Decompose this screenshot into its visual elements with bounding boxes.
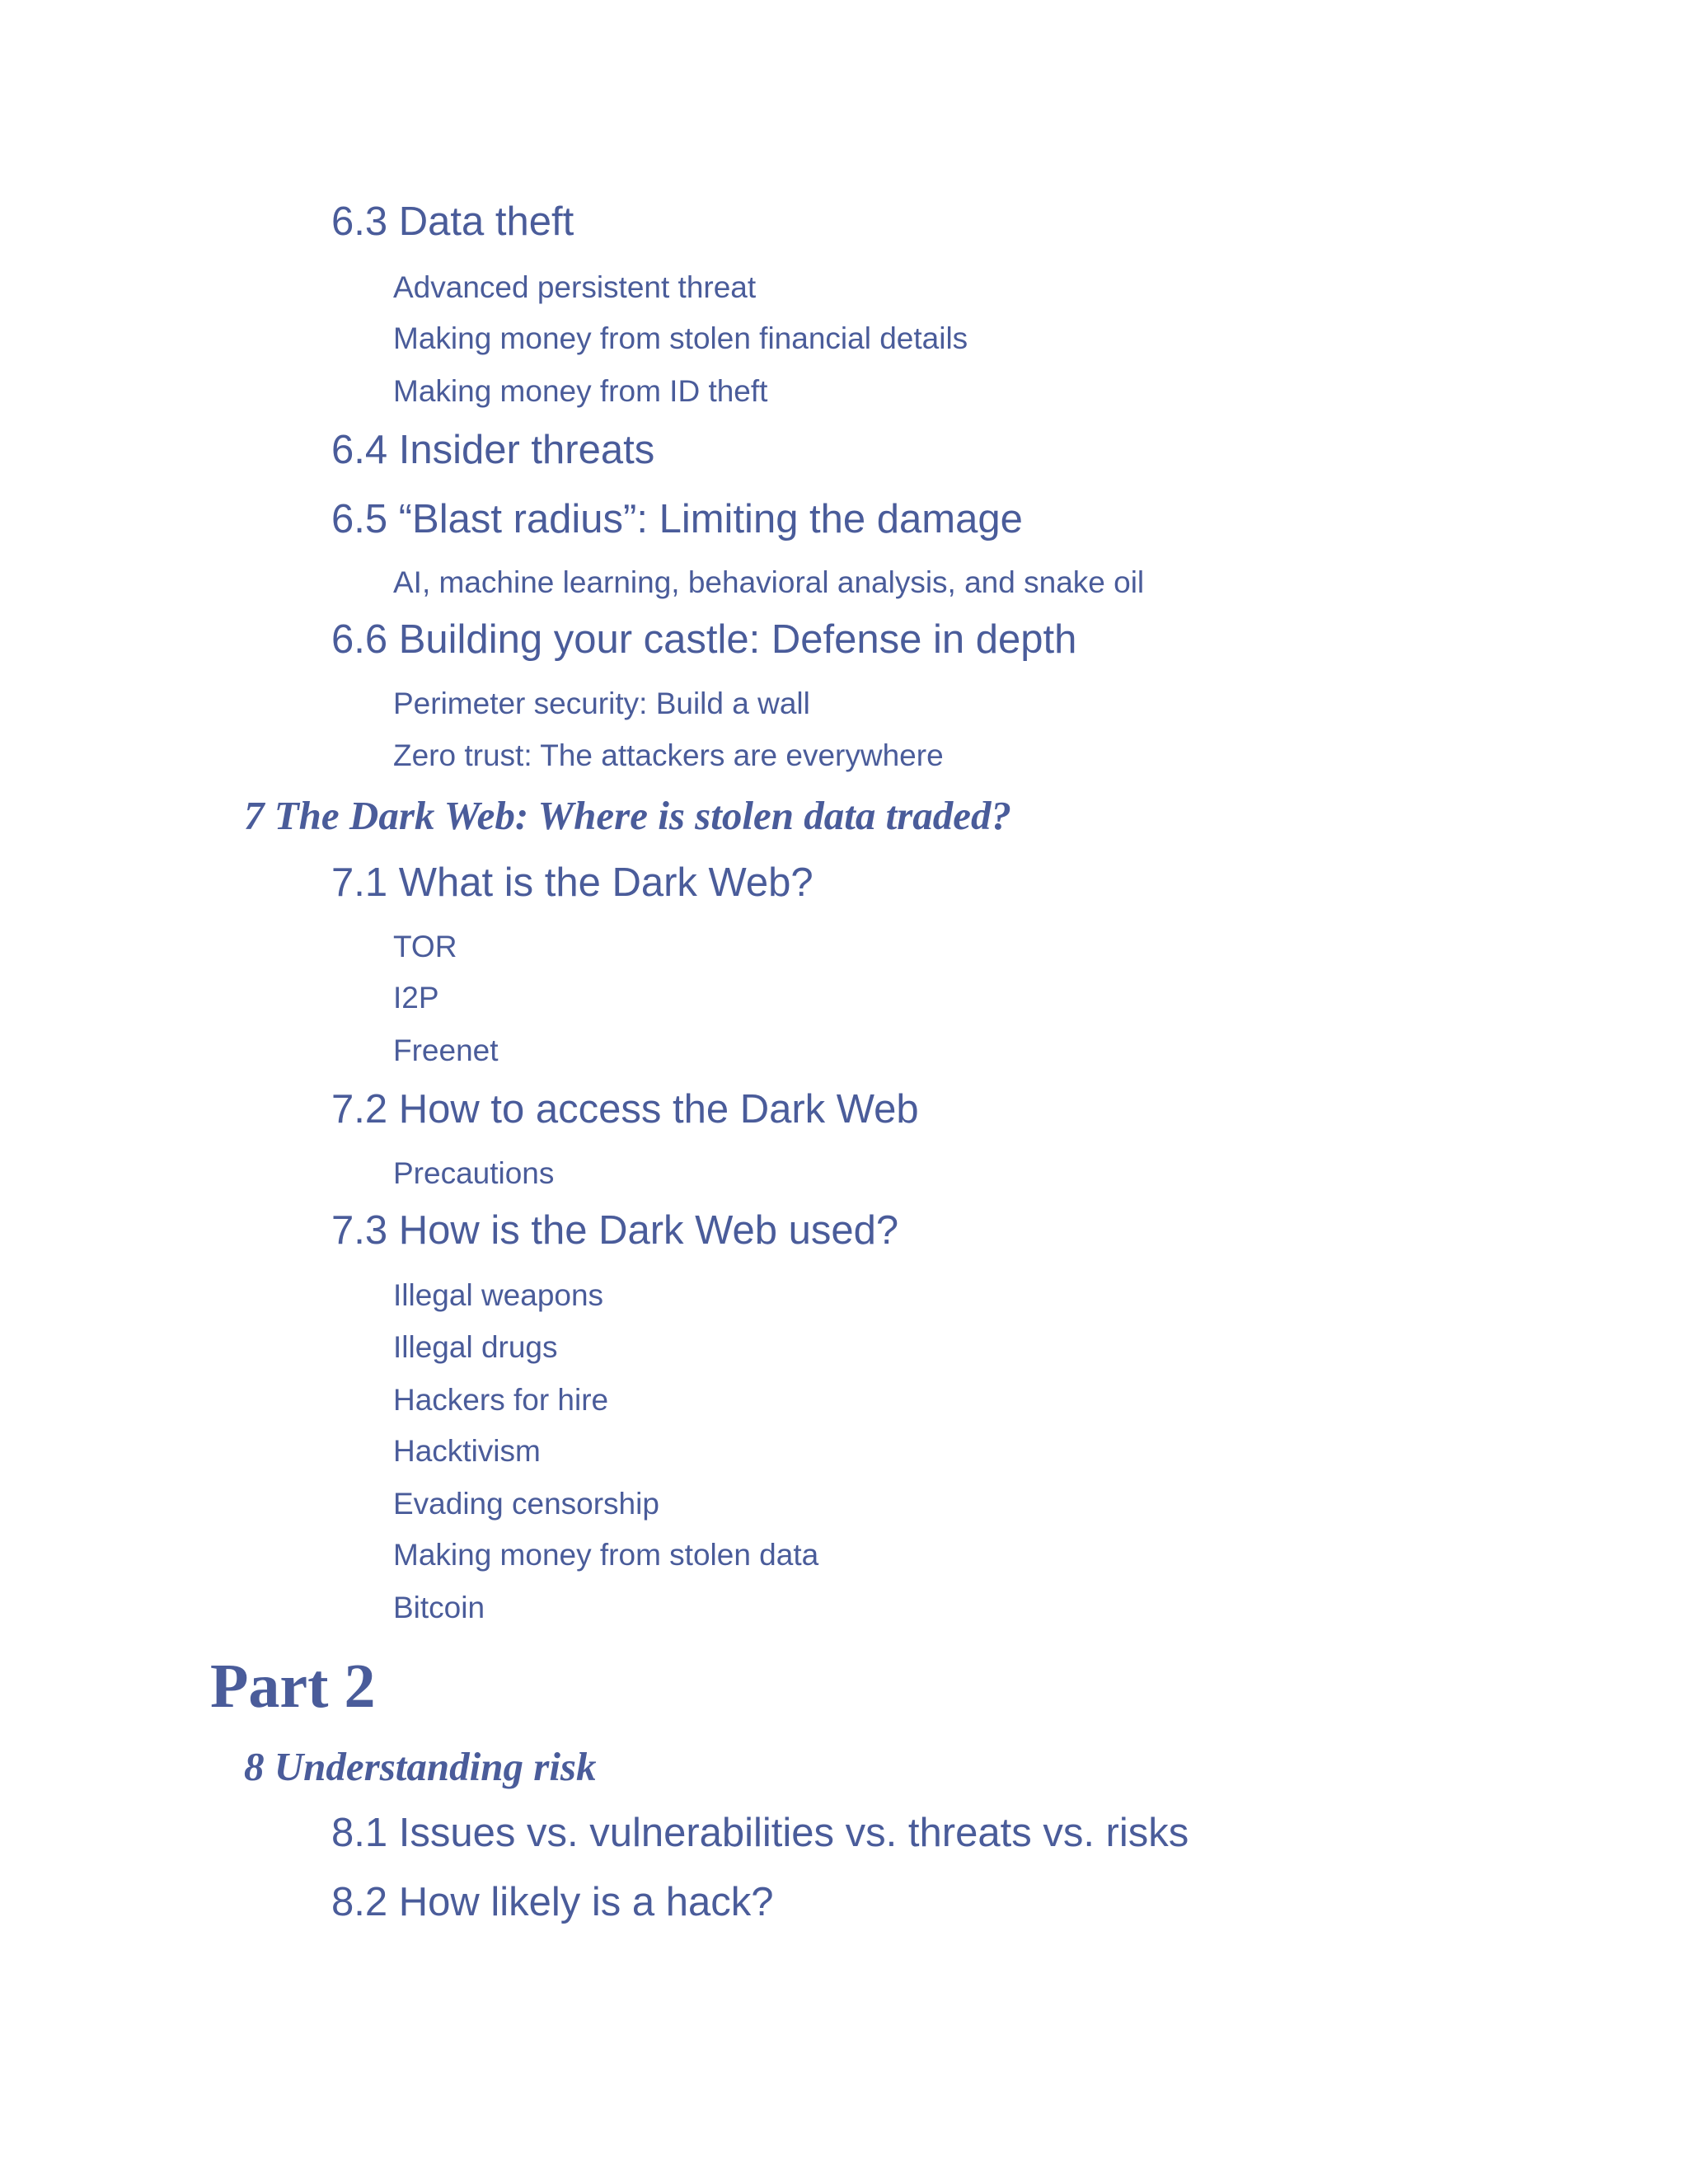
toc-section-6-5[interactable]: 6.5 “Blast radius”: Limiting the damage: [331, 497, 1023, 541]
toc-subsection[interactable]: AI, machine learning, behavioral analysis, and snake oil: [393, 565, 1145, 599]
toc-subsection[interactable]: Illegal drugs: [393, 1330, 558, 1364]
toc-subsection[interactable]: Evading censorship: [393, 1487, 659, 1521]
toc-subsection[interactable]: Making money from stolen financial details: [393, 321, 968, 355]
toc-section-7-1[interactable]: 7.1 What is the Dark Web?: [331, 860, 814, 905]
toc-section-6-6[interactable]: 6.6 Building your castle: Defense in depth: [331, 617, 1077, 662]
toc-subsection[interactable]: Hackers for hire: [393, 1383, 609, 1417]
toc-part-2[interactable]: Part 2: [210, 1652, 376, 1721]
toc-subsection[interactable]: Perimeter security: Build a wall: [393, 687, 810, 720]
toc-subsection[interactable]: Making money from ID theft: [393, 374, 768, 408]
toc-section-6-3[interactable]: 6.3 Data theft: [331, 199, 574, 244]
toc-subsection[interactable]: Precautions: [393, 1156, 555, 1190]
toc-subsection[interactable]: Freenet: [393, 1033, 499, 1067]
toc-section-7-3[interactable]: 7.3 How is the Dark Web used?: [331, 1208, 899, 1253]
toc-subsection[interactable]: TOR: [393, 930, 457, 963]
toc-subsection[interactable]: Making money from stolen data: [393, 1538, 819, 1572]
toc-section-8-2[interactable]: 8.2 How likely is a hack?: [331, 1880, 774, 1924]
toc-subsection[interactable]: I2P: [393, 981, 439, 1015]
toc-section-8-1[interactable]: 8.1 Issues vs. vulnerabilities vs. threats vs. risks: [331, 1811, 1189, 1855]
toc-subsection[interactable]: Zero trust: The attackers are everywhere: [393, 738, 944, 772]
toc-subsection[interactable]: Bitcoin: [393, 1591, 485, 1624]
toc-subsection[interactable]: Hacktivism: [393, 1434, 541, 1468]
toc-subsection[interactable]: Illegal weapons: [393, 1278, 604, 1312]
toc-chapter-7[interactable]: 7 The Dark Web: Where is stolen data traded?: [244, 793, 1012, 838]
toc-chapter-8[interactable]: 8 Understanding risk: [244, 1744, 597, 1789]
toc-section-6-4[interactable]: 6.4 Insider threats: [331, 428, 655, 472]
toc-section-7-2[interactable]: 7.2 How to access the Dark Web: [331, 1087, 919, 1132]
toc-subsection[interactable]: Advanced persistent threat: [393, 270, 757, 304]
